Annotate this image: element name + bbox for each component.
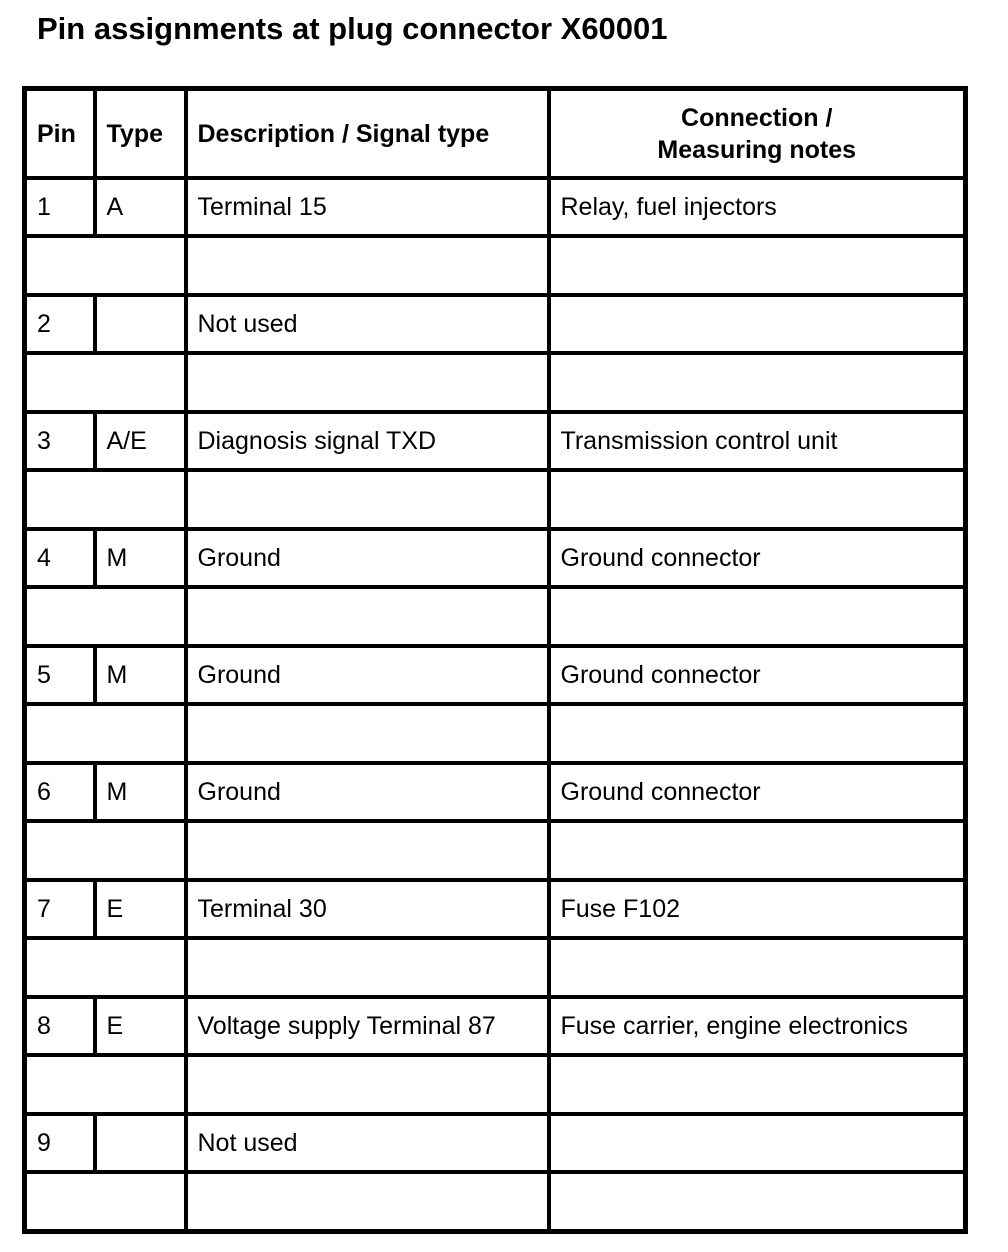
type-cell <box>95 295 186 353</box>
type-cell: E <box>95 997 186 1055</box>
spacer-row <box>25 353 966 412</box>
table-row <box>25 295 966 353</box>
description-cell: Terminal 30 <box>186 880 549 938</box>
spacer-cell-connection <box>549 470 966 529</box>
table-body <box>25 178 966 1232</box>
spacer-row <box>25 938 966 997</box>
pin-cell: 9 <box>25 1114 95 1172</box>
connection-cell <box>549 295 966 353</box>
description-cell: Ground <box>186 763 549 821</box>
table-row <box>25 412 966 470</box>
connection-cell: Fuse F102 <box>549 880 966 938</box>
spacer-cell-connection <box>549 587 966 646</box>
pin-cell: 6 <box>25 763 95 821</box>
description-cell: Ground <box>186 529 549 587</box>
table-row <box>25 997 966 1055</box>
table-row <box>25 529 966 587</box>
table-row <box>25 1114 966 1172</box>
pin-cell: 5 <box>25 646 95 704</box>
spacer-cell-pin-type <box>25 236 186 295</box>
type-cell: E <box>95 880 186 938</box>
spacer-row <box>25 470 966 529</box>
connection-cell: Ground connector <box>549 646 966 704</box>
pin-cell: 2 <box>25 295 95 353</box>
header-pin: Pin <box>25 89 95 179</box>
spacer-cell-pin-type <box>25 938 186 997</box>
pin-assignment-table <box>22 86 968 1234</box>
spacer-cell-connection <box>549 821 966 880</box>
header-connection-line1: Connection / <box>681 103 833 132</box>
spacer-cell-connection <box>549 1055 966 1114</box>
spacer-cell-description <box>186 1172 549 1232</box>
table-row <box>25 763 966 821</box>
connection-cell: Ground connector <box>549 763 966 821</box>
connection-cell: Ground connector <box>549 529 966 587</box>
description-cell: Terminal 15 <box>186 178 549 236</box>
spacer-cell-description <box>186 704 549 763</box>
table-row <box>25 880 966 938</box>
page-title: Pin assignments at plug connector X60001 <box>37 11 668 46</box>
spacer-cell-description <box>186 587 549 646</box>
pin-cell: 1 <box>25 178 95 236</box>
spacer-row <box>25 587 966 646</box>
spacer-cell-connection <box>549 1172 966 1232</box>
pin-cell: 8 <box>25 997 95 1055</box>
pin-cell: 3 <box>25 412 95 470</box>
connection-cell: Transmission control unit <box>549 412 966 470</box>
spacer-cell-description <box>186 236 549 295</box>
header-connection <box>549 89 966 179</box>
spacer-row <box>25 1172 966 1232</box>
type-cell: M <box>95 763 186 821</box>
description-cell: Ground <box>186 646 549 704</box>
spacer-cell-connection <box>549 353 966 412</box>
description-cell: Voltage supply Terminal 87 <box>186 997 549 1055</box>
type-cell: M <box>95 646 186 704</box>
spacer-cell-pin-type <box>25 1172 186 1232</box>
header-type: Type <box>95 89 186 179</box>
spacer-row <box>25 704 966 763</box>
spacer-cell-pin-type <box>25 353 186 412</box>
spacer-row <box>25 236 966 295</box>
spacer-row <box>25 1055 966 1114</box>
spacer-cell-connection <box>549 938 966 997</box>
spacer-cell-pin-type <box>25 704 186 763</box>
spacer-cell-pin-type <box>25 470 186 529</box>
connection-cell <box>549 1114 966 1172</box>
type-cell: A/E <box>95 412 186 470</box>
spacer-cell-description <box>186 938 549 997</box>
spacer-cell-description <box>186 470 549 529</box>
spacer-cell-connection <box>549 236 966 295</box>
table-row <box>25 178 966 236</box>
pin-cell: 7 <box>25 880 95 938</box>
spacer-cell-connection <box>549 704 966 763</box>
type-cell <box>95 1114 186 1172</box>
header-row <box>25 89 966 179</box>
connection-cell: Fuse carrier, engine electronics <box>549 997 966 1055</box>
spacer-cell-pin-type <box>25 821 186 880</box>
header-connection-line2: Measuring notes <box>657 135 857 164</box>
description-cell: Not used <box>186 295 549 353</box>
spacer-cell-description <box>186 353 549 412</box>
spacer-cell-description <box>186 821 549 880</box>
header-description: Description / Signal type <box>186 89 549 179</box>
spacer-row <box>25 821 966 880</box>
type-cell: A <box>95 178 186 236</box>
pin-cell: 4 <box>25 529 95 587</box>
spacer-cell-pin-type <box>25 587 186 646</box>
table-row <box>25 646 966 704</box>
spacer-cell-description <box>186 1055 549 1114</box>
connection-cell: Relay, fuel injectors <box>549 178 966 236</box>
spacer-cell-pin-type <box>25 1055 186 1114</box>
description-cell: Diagnosis signal TXD <box>186 412 549 470</box>
type-cell: M <box>95 529 186 587</box>
description-cell: Not used <box>186 1114 549 1172</box>
